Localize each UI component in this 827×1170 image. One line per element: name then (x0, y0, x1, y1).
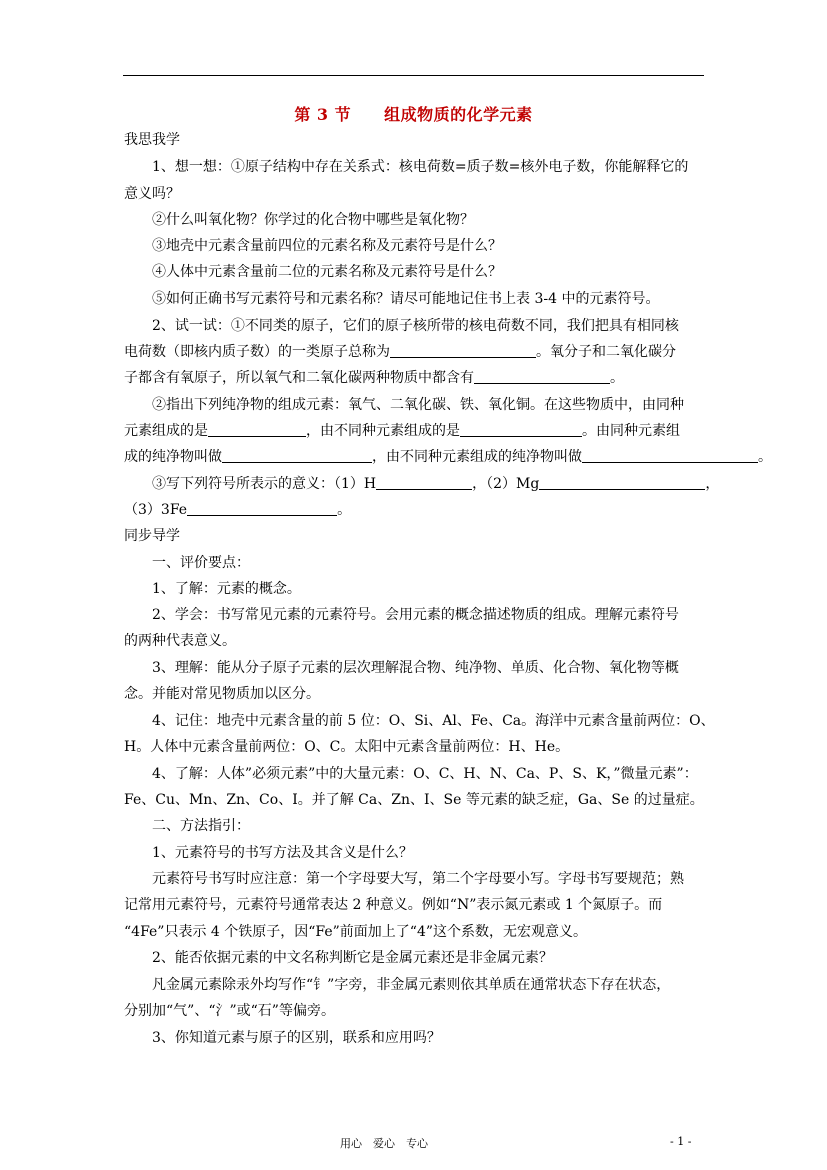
question-2-line-1: 2、试一试：①不同类的原子，它们的原子核所带的核电荷数不同，我们把具有相同核 (152, 318, 679, 334)
fill-blank-4[interactable] (460, 422, 582, 437)
para-7: 二、方法指引： (152, 818, 250, 834)
page-number: - 1 - (670, 1135, 692, 1148)
q2-text-13: ， (705, 476, 720, 492)
para-2: 1、了解：元素的概念。 (152, 581, 301, 597)
page-title: 第 3 节 组成物质的化学元素 (294, 105, 533, 124)
q2-text-6: ，由不同种元素组成的是 (306, 423, 460, 439)
para-8: 1、元素符号的书写方法及其含义是什么？ (152, 845, 413, 861)
q2-text-5: 元素组成的是 (124, 423, 208, 439)
q2-text-7: 。由同种元素组 (582, 423, 680, 439)
para-9-line-3: “4Fe”只表示 4 个铁原子，因“Fe”前面加上了“4”这个系数，无宏观意义。 (124, 924, 588, 940)
para-1: 一、评价要点： (152, 555, 250, 571)
footer-slogan: 用心 爱心 专心 (340, 1137, 428, 1150)
para-3-line-2: 的两种代表意义。 (124, 633, 236, 649)
para-6-line-2: Fe、Cu、Mn、Zn、Co、I。并了解 Ca、Zn、I、Se 等元素的缺乏症，Ga、Se 的过量症。 (124, 792, 704, 808)
header-rule (123, 75, 704, 76)
q2-text-10: 。 (758, 449, 772, 465)
q2-text-2: 。氧分子和二氧化碳分 (536, 344, 676, 360)
para-5-line-1: 4、记住：地壳中元素含量的前 5 位：O、Si、Al、Fe、Ca。海洋中元素含量前两位：O、 (152, 713, 715, 729)
section-heading-1: 我思我学 (124, 132, 180, 148)
question-2-line-8 (124, 500, 351, 520)
question-2-line-6 (124, 447, 772, 467)
fill-blank-6[interactable] (582, 448, 758, 463)
fill-blank-5[interactable] (222, 448, 372, 463)
para-9-line-2: 记常用元素符号，元素符号通常表达 2 种意义。例如“N”表示氮元素或 1 个氮原子。而 (124, 897, 663, 913)
para-11-line-1: 凡金属元素除汞外均写作“钅”字旁，非金属元素则依其单质在通常状态下存在状态， (152, 977, 671, 993)
question-1-line-2: 意义吗？ (124, 186, 180, 202)
para-11-line-2: 分别加“气”、“氵”或“石”等偏旁。 (124, 1003, 335, 1019)
fill-blank-9[interactable] (187, 501, 337, 516)
q2-text-11: ③写下列符号所表示的意义：（1）H (152, 476, 377, 492)
question-2-line-2 (124, 342, 676, 362)
q2-text-12: ，（2）Mg (472, 476, 540, 492)
question-2-line-3 (124, 368, 624, 388)
fill-blank-7[interactable] (376, 475, 472, 490)
q2-text-1: 电荷数（即核内质子数）的一类原子总称为 (124, 344, 390, 360)
question-1-item-4: ④人体中元素含量前二位的元素名称及元素符号是什么？ (152, 264, 502, 280)
q2-text-14: （3）3Fe (124, 502, 188, 518)
para-4-line-2: 念。并能对常见物质加以区分。 (124, 686, 320, 702)
para-12: 3、你知道元素与原子的区别，联系和应用吗？ (152, 1030, 441, 1046)
para-4-line-1: 3、理解：能从分子原子元素的层次理解混合物、纯净物、单质、化合物、氧化物等概 (152, 660, 679, 676)
q2-text-4: 。 (610, 370, 624, 386)
question-1-item-3: ③地壳中元素含量前四位的元素名称及元素符号是什么？ (152, 238, 502, 254)
para-5-line-2: H。人体中元素含量前两位：O、C。太阳中元素含量前两位：H、He。 (124, 739, 570, 755)
fill-blank-1[interactable] (390, 343, 536, 358)
fill-blank-8[interactable] (539, 475, 705, 490)
para-10: 2、能否依据元素的中文名称判断它是金属元素还是非金属元素？ (152, 950, 553, 966)
q2-text-15: 。 (337, 502, 352, 518)
q2-text-3: 子都含有氧原子，所以氧气和二氧化碳两种物质中都含有 (124, 370, 474, 386)
question-2-line-4: ②指出下列纯净物的组成元素：氧气、二氧化碳、铁、氧化铜。在这些物质中，由同种 (152, 397, 684, 413)
para-3-line-1: 2、学会：书写常见元素的元素符号。会用元素的概念描述物质的组成。理解元素符号 (152, 607, 679, 623)
q2-text-9: ，由不同种元素组成的纯净物叫做 (372, 449, 582, 465)
fill-blank-2[interactable] (474, 369, 610, 384)
question-2-line-7 (152, 474, 719, 494)
q2-text-8: 成的纯净物叫做 (124, 449, 222, 465)
section-heading-2: 同步导学 (124, 528, 180, 544)
question-2-line-5 (124, 421, 680, 441)
question-1-item-5: ⑤如何正确书写元素符号和元素名称？请尽可能地记住书上表 3-4 中的元素符号。 (152, 291, 660, 307)
question-1-line-1: 1、想一想：①原子结构中存在关系式：核电荷数=质子数=核外电子数，你能解释它的 (152, 159, 689, 175)
question-1-item-2: ②什么叫氧化物？你学过的化合物中哪些是氧化物？ (152, 212, 474, 228)
fill-blank-3[interactable] (208, 422, 306, 437)
para-9-line-1: 元素符号书写时应注意：第一个字母要大写，第二个字母要小写。字母书写要规范；熟 (152, 871, 684, 887)
para-6-line-1: 4、了解：人体”必须元素”中的大量元素：O、C、H、N、Ca、P、S、K，”微量元素”： (152, 766, 698, 782)
